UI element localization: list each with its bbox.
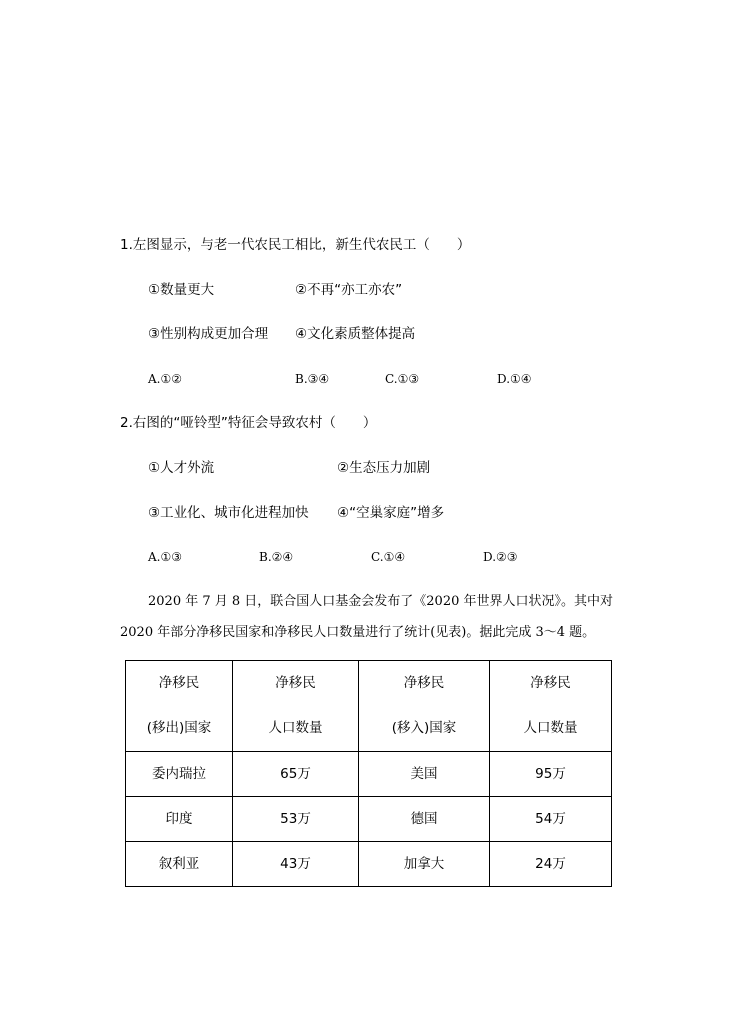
q1-option-3: ③性别构成更加合理 [148, 326, 269, 342]
q1-choice-a: A.①② [148, 372, 182, 386]
table-cell: 95万 [490, 752, 612, 797]
header-cell-immigration-population: 净移民 人口数量 [490, 661, 612, 752]
table-cell: 54万 [490, 797, 612, 842]
q2-choice-d: D.②③ [483, 550, 518, 564]
table-cell: 加拿大 [359, 842, 490, 887]
q2-choice-a: A.①③ [148, 550, 182, 564]
net-migration-table [125, 660, 612, 887]
question-1-stem: 1.左图显示，与老一代农民工相比，新生代农民工（ ） [120, 237, 471, 253]
q1-choice-b: B.③④ [295, 372, 330, 386]
table-cell: 24万 [490, 842, 612, 887]
intro-line-1: 2020 年 7 月 8 日，联合国人口基金会发布了《2020 年世界人口状况》。其中对 [148, 594, 614, 609]
table-cell: 65万 [233, 752, 359, 797]
table-row [126, 797, 612, 842]
table-cell: 叙利亚 [126, 842, 233, 887]
q2-choice-b: B.②④ [259, 550, 294, 564]
table-row [126, 752, 612, 797]
q2-option-1: ①人才外流 [148, 460, 215, 476]
table-cell: 美国 [359, 752, 490, 797]
header-cell-emigration-population: 净移民 人口数量 [233, 661, 359, 752]
intro-line-2: 2020 年部分净移民国家和净移民人口数量进行了统计(见表)。据此完成 3～4 题。 [120, 625, 596, 640]
table-cell: 43万 [233, 842, 359, 887]
q1-choice-d: D.①④ [497, 372, 532, 386]
table-cell: 德国 [359, 797, 490, 842]
header-cell-emigration-country: 净移民 (移出)国家 [126, 661, 233, 752]
q1-option-4: ④文化素质整体提高 [295, 326, 416, 342]
table-cell: 委内瑞拉 [126, 752, 233, 797]
q1-option-2: ②不再“亦工亦农” [295, 282, 403, 298]
q2-option-2: ②生态压力加剧 [337, 460, 431, 476]
table-cell: 53万 [233, 797, 359, 842]
table-cell: 印度 [126, 797, 233, 842]
q1-option-1: ①数量更大 [148, 282, 215, 298]
q2-option-3: ③工业化、城市化进程加快 [148, 505, 309, 521]
table-header-row [126, 661, 612, 752]
q2-option-4: ④“空巢家庭”增多 [337, 505, 445, 521]
q1-choice-c: C.①③ [385, 372, 420, 386]
q2-choice-c: C.①④ [371, 550, 406, 564]
question-2-stem: 2.右图的“哑铃型”特征会导致农村（ ） [120, 415, 377, 431]
header-cell-immigration-country: 净移民 (移入)国家 [359, 661, 490, 752]
table-row [126, 842, 612, 887]
